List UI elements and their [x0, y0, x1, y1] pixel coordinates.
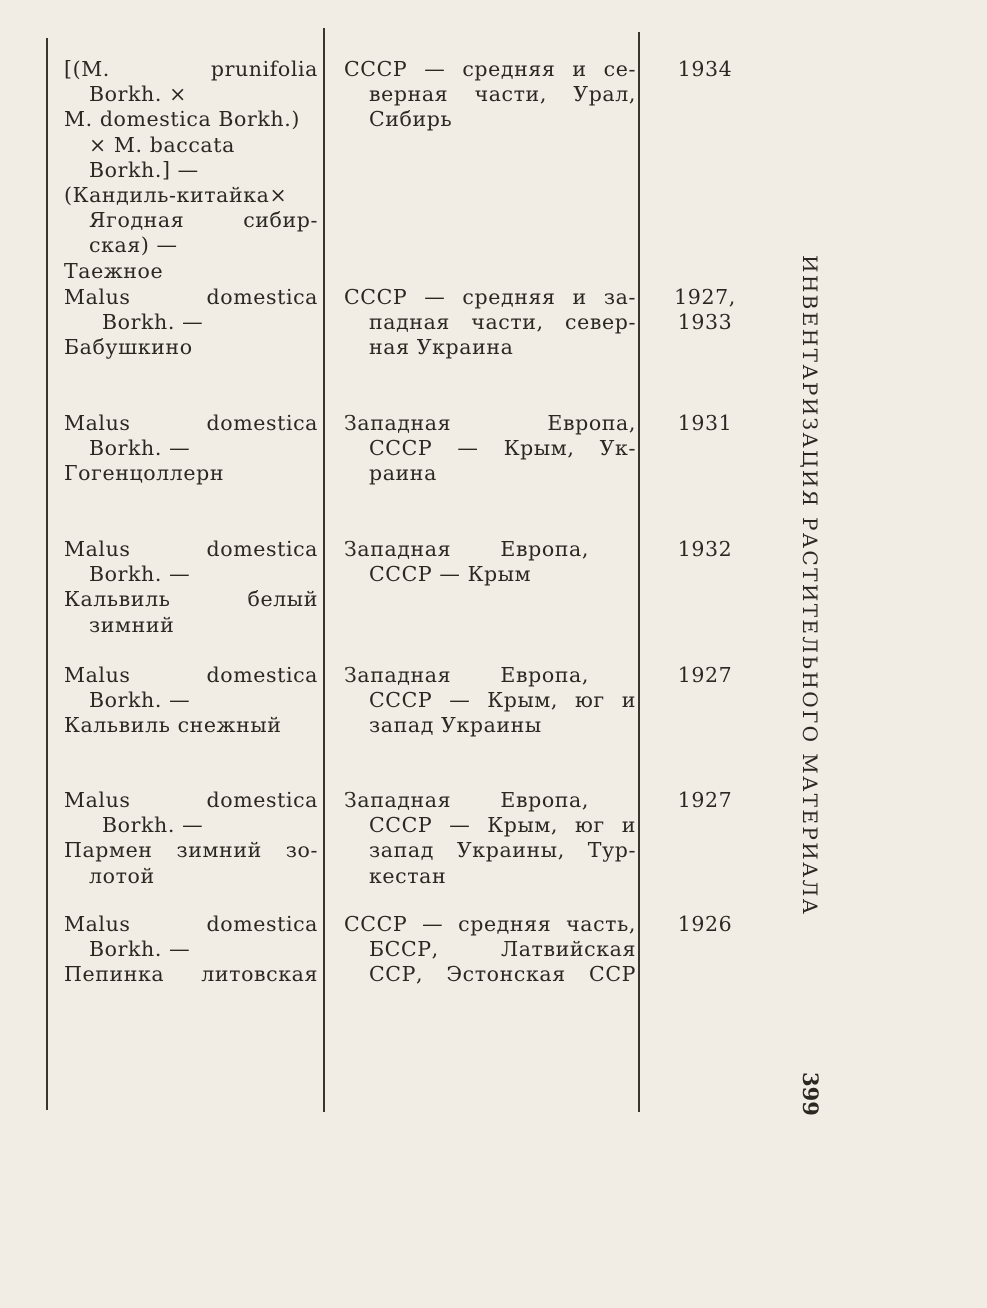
name-line: Borkh. —	[102, 310, 204, 335]
table-row-year-cell: 1926	[677, 912, 733, 936]
region-line: СССР — средняя и се-	[344, 57, 636, 81]
name-line: Malus domestica	[64, 663, 318, 687]
table-row-region-cell	[344, 788, 636, 889]
table-row-year-cell: 1927	[677, 788, 733, 812]
region-line: раина	[369, 461, 437, 486]
name-line: Malus domestica	[64, 788, 318, 812]
region-line: Сибирь	[369, 107, 453, 132]
region-line: кестан	[369, 863, 447, 888]
name-line: Borkh. —	[102, 813, 204, 838]
name-line: Malus domestica	[64, 411, 318, 435]
name-line: Malus domestica	[64, 537, 318, 561]
table-row-year-cell: 1927	[677, 663, 733, 687]
name-line: Borkh. —	[89, 436, 191, 461]
region-line: СССР — Крым	[369, 562, 532, 587]
region-line: СССР — средняя и за-	[344, 285, 636, 309]
region-line: Западная Европа,	[344, 411, 636, 435]
name-line: зимний	[89, 612, 175, 637]
table-rule-middle	[323, 28, 325, 1112]
name-line: Malus domestica	[64, 285, 318, 309]
name-line: Borkh. ×	[89, 82, 187, 107]
table-row-year-cell: 1932	[677, 537, 733, 561]
region-line: БССР, Латвийская	[369, 937, 636, 962]
table-row-region-cell	[344, 912, 636, 988]
table-row-name-cell	[64, 411, 318, 487]
table-row-region-cell	[344, 663, 636, 739]
name-line: × M. baccata	[89, 132, 235, 157]
region-line: СССР — средняя часть,	[344, 912, 636, 936]
name-line: Malus domestica	[64, 912, 318, 936]
table-row-region-cell	[344, 537, 636, 587]
region-line: СССР — Крым, юг и	[369, 813, 636, 838]
name-line: Гогенцоллерн	[64, 461, 225, 486]
name-line: Бабушкино	[64, 335, 193, 360]
name-line: Пепинка литовская	[64, 962, 318, 987]
region-line: Западная Европа,	[344, 537, 589, 561]
table-row-region-cell	[344, 411, 636, 487]
table-rule-left	[46, 38, 48, 1110]
region-line: Западная Европа,	[344, 788, 589, 812]
name-line: [(M. prunifolia	[64, 57, 318, 81]
name-line: Borkh.] —	[89, 157, 199, 182]
table-row-name-cell	[64, 537, 318, 638]
page-number: 399	[798, 1072, 823, 1116]
table-row-year-cell: 1927, 1933	[674, 285, 736, 335]
table-row-name-cell	[64, 788, 318, 889]
region-line: верная части, Урал,	[369, 82, 636, 107]
name-line: лотой	[89, 863, 155, 888]
name-line: ская) —	[89, 233, 178, 258]
region-line: ная Украина	[369, 335, 514, 360]
region-line: СССР — Крым, юг и	[369, 688, 636, 713]
running-head: ИНВЕНТАРИЗАЦИЯ РАСТИТЕЛЬНОГО МАТЕРИАЛА	[798, 255, 822, 917]
table-row-region-cell	[344, 57, 636, 133]
table-row-name-cell	[64, 912, 318, 988]
region-line: запад Украины, Тур-	[369, 838, 636, 863]
table-row-name-cell	[64, 663, 318, 739]
name-line: M. domestica Borkh.)	[64, 107, 300, 132]
region-line: падная части, север-	[369, 310, 636, 335]
name-line: Borkh. —	[89, 562, 191, 587]
region-line: ССР, Эстонская ССР	[369, 962, 636, 987]
name-line: (Кандиль-китайка×	[64, 182, 288, 207]
region-line: Западная Европа,	[344, 663, 589, 687]
table-row-region-cell	[344, 285, 636, 361]
table-row-year-cell: 1931	[677, 411, 733, 435]
table-row-year-cell: 1934	[677, 57, 733, 81]
name-line: Таежное	[64, 258, 164, 283]
table-row-name-cell	[64, 285, 318, 361]
name-line: Кальвиль белый	[64, 587, 318, 612]
name-line: Ягодная сибир-	[89, 208, 318, 233]
region-line: запад Украины	[369, 713, 542, 738]
name-line: Borkh. —	[89, 937, 191, 962]
table-rule-right	[638, 32, 640, 1112]
table-row-name-cell	[64, 57, 318, 284]
name-line: Borkh. —	[89, 688, 191, 713]
name-line: Пармен зимний зо-	[64, 838, 318, 863]
region-line: СССР — Крым, Ук-	[369, 436, 636, 461]
name-line: Кальвиль снежный	[64, 713, 282, 738]
